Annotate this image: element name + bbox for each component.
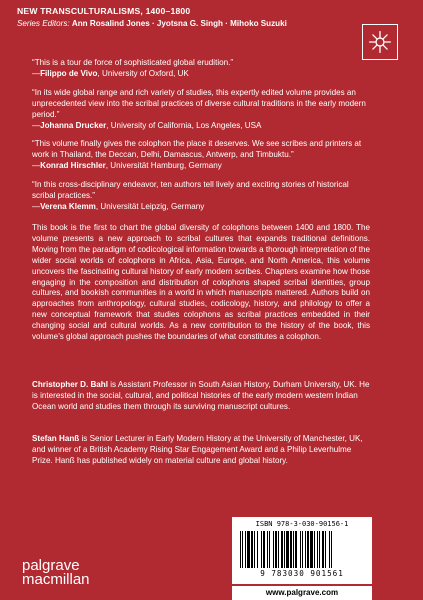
brand-line-1: palgrave — [22, 557, 80, 574]
barcode-bar — [273, 531, 274, 568]
barcode-bar — [295, 531, 297, 568]
barcode-bar — [257, 531, 258, 568]
barcode-bar — [302, 531, 303, 568]
barcode-bar — [290, 531, 292, 568]
barcode-bar — [329, 531, 330, 568]
quote-author: Filippo de Vivo — [40, 68, 98, 78]
quote-dash: — — [32, 161, 41, 171]
barcode-bar — [300, 531, 301, 568]
editor-bio — [32, 434, 370, 467]
quote-affiliation: , Universität Leipzig, Germany — [95, 201, 205, 211]
series-editors — [17, 19, 287, 28]
quote-dash: — — [32, 68, 41, 78]
quote-affiliation: , Universität Hamburg, Germany — [105, 161, 222, 171]
quote-text: “This is a tour de force of sophisticated global erudition.” — [32, 58, 234, 67]
barcode-bar — [254, 531, 255, 568]
book-description: This book is the first to chart the global diversity of colophons between 1400 and 1800. The volume presents a new approach to scribal cultures that expands traditional definitions. Moving from the paradigm of codicological information towards a thorough interpretation of the wider social worlds of colophons in Africa, Asia, Europe, and North America, this volume uncovers the fascinating cultural history of early modern scribes. Chapters examine how those engaging in the composition and distribution of colophons shaped scribal identities, group cultures, and bookish communities in a world in which manuscripts mattered. Authors build on approaches from anthropology, cultural studies, codicology, history, and philology to offer a new conceptual framework that studies colophons as scribal practices embedded in their changing social and cultural worlds. As a new contribution to the history of the book, this volume’s global approach pushes the boundaries of what constitutes a colophon. — [32, 223, 370, 342]
quote-item — [32, 139, 372, 172]
quote-attribution — [32, 121, 372, 132]
quote-text: “This volume finally gives the colophon the place it deserves. We see scribes and printers at work in Thailand, the Deccan, Delhi, Damascus, Antwerp, and Timbuktu.” — [32, 139, 362, 160]
barcode-bar — [286, 531, 289, 568]
quote-author: Johanna Drucker — [40, 120, 107, 130]
quote-author: Verena Klemm — [40, 201, 96, 211]
barcode-bar — [275, 531, 277, 568]
quote-item — [32, 88, 372, 132]
editor-name: Christopher D. Bahl — [32, 380, 108, 389]
quote-item — [32, 180, 372, 213]
barcode-bar — [293, 531, 294, 568]
isbn-barcode-box — [232, 517, 372, 584]
barcode-bar — [242, 531, 243, 568]
barcode-bar — [247, 531, 250, 568]
isbn-label: ISBN 978-3-030-90156-1 — [255, 520, 349, 528]
editor-bio-text: is Senior Lecturer in Early Modern History at the University of Manchester, UK, and winner of a British Academy Rising Star Engagement Award and a Philip Leverhulme Prize. Hanß has published widely on material culture and global history. — [32, 434, 363, 465]
editor-bio-text: is Assistant Professor in South Asian History, Durham University, UK. He is interested in the social, cultural, and political histories of the early modern western Indian Ocean world and studies them through its surviving manuscript cultures. — [32, 380, 370, 411]
barcode-bar — [317, 531, 318, 568]
series-editors-label: Series Editors: — [17, 19, 70, 28]
barcode-bar — [314, 531, 315, 568]
barcode-bar — [281, 531, 283, 568]
barcode-bar — [251, 531, 253, 568]
barcode-bar — [284, 531, 285, 568]
quote-text: “In this cross-disciplinary endeavor, ten authors tell lively and exciting stories of historical scribal practices.” — [32, 180, 349, 201]
barcode-bar — [310, 531, 313, 568]
barcode-bar — [325, 531, 326, 568]
quote-text: “In its wide global range and rich variety of studies, this expertly edited volume provides an unprecedented view into the scribal practices of diverse cultural traditions in the early modern period.” — [32, 87, 366, 119]
publisher-brand-logo — [22, 559, 90, 587]
barcode-number: 9 783030 901561 — [260, 569, 344, 578]
barcode-bar — [331, 531, 332, 568]
palgrave-star-logo-icon — [362, 24, 398, 60]
quote-dash: — — [32, 201, 41, 211]
quote-attribution — [32, 69, 372, 80]
barcode-bar — [245, 531, 246, 568]
barcode-bar — [267, 531, 268, 568]
barcode-bar — [263, 531, 265, 568]
quote-attribution — [32, 202, 372, 213]
barcode-bar — [240, 531, 241, 568]
series-editors-names: Ann Rosalind Jones · Jyotsna G. Singh · Mihoko Suzuki — [71, 19, 287, 28]
quote-author: Konrad Hirschler — [40, 161, 106, 171]
barcode — [240, 531, 364, 568]
barcode-bar — [307, 531, 309, 568]
brand-line-2: macmillan — [22, 571, 90, 588]
quote-attribution — [32, 161, 372, 172]
barcode-bar — [319, 531, 320, 568]
barcode-bar — [305, 531, 306, 568]
barcode-bar — [278, 531, 279, 568]
editor-bio — [32, 380, 370, 413]
quote-dash: — — [32, 120, 41, 130]
editor-name: Stefan Hanß — [32, 434, 80, 443]
barcode-bar — [269, 531, 270, 568]
series-title: NEW TRANSCULTURALISMS, 1400–1800 — [17, 6, 191, 16]
quote-affiliation: , University of California, Los Angeles, USA — [106, 120, 262, 130]
endorsement-quotes — [32, 58, 372, 221]
quote-item — [32, 58, 372, 80]
quote-affiliation: , University of Oxford, UK — [97, 68, 189, 78]
barcode-bar — [261, 531, 262, 568]
publisher-url[interactable]: www.palgrave.com — [232, 586, 372, 600]
barcode-bar — [322, 531, 324, 568]
